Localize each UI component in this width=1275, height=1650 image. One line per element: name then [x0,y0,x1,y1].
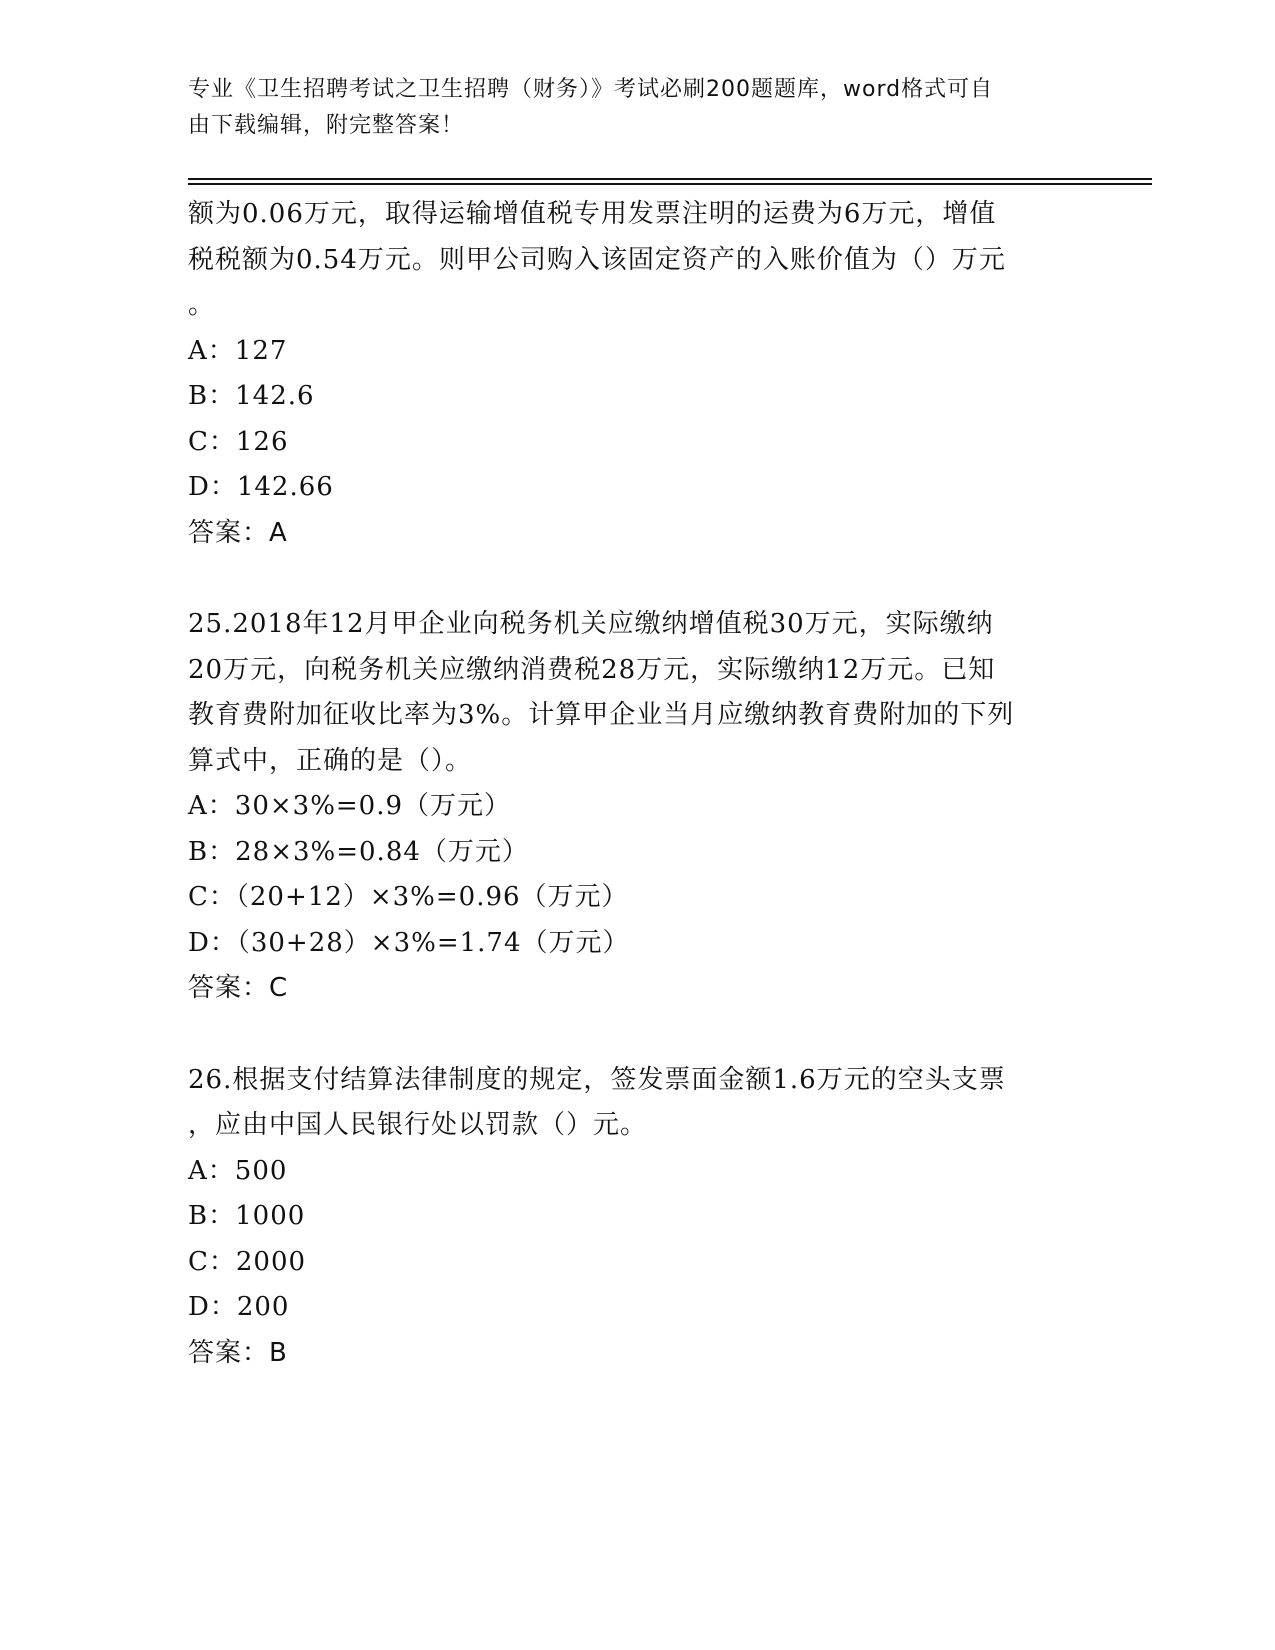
question-24 [188,192,1088,556]
document-header [188,72,1068,144]
option-a: A：127 [188,335,288,366]
answer-line: 答案：A [188,517,288,548]
question-stem-line: 额为0.06万元，取得运输增值税专用发票注明的运费为6万元，增值 [188,199,997,229]
question-spacer [188,1012,1088,1058]
document-body [188,192,1088,1376]
question-stem-line: 26.根据支付结算法律制度的规定，签发票面金额1.6万元的空头支票 [188,1064,1006,1095]
question-stem-line: 税税额为0.54万元。则甲公司购入该固定资产的入账价值为（）万元 [188,244,1006,275]
option-d: D：142.66 [188,472,334,502]
option-c: C：2000 [188,1246,307,1277]
header-line-1: 专业《卫生招聘考试之卫生招聘（财务）》考试必刷200题题库，word格式可自 [188,77,994,102]
question-spacer [188,556,1088,602]
question-stem-line: 25.2018年12月甲企业向税务机关应缴纳增值税30万元，实际缴纳 [188,609,994,639]
question-stem-line: 。 [188,290,216,320]
option-a: A：30×3%=0.9（万元） [188,791,512,821]
answer-line: 答案：C [188,973,289,1003]
option-b: B：142.6 [188,381,315,411]
question-stem-line: 20万元，向税务机关应缴纳消费税28万元，实际缴纳12万元。已知 [188,654,996,685]
header-divider-top [188,178,1152,180]
header-line-2: 由下载编辑，附完整答案！ [188,113,465,138]
header-divider-bottom [188,183,1152,185]
option-d: D：200 [188,1292,290,1322]
option-a: A：500 [188,1155,288,1186]
question-stem-line: ，应由中国人民银行处以罚款（）元。 [188,1110,648,1140]
option-b: B：28×3%=0.84（万元） [188,836,529,867]
option-c: C：126 [188,426,289,457]
option-d: D：（30+28）×3%=1.74（万元） [188,927,630,958]
option-b: B：1000 [188,1201,306,1231]
question-stem-line: 教育费附加征收比率为3%。计算甲企业当月应缴纳教育费附加的下列 [188,700,1015,730]
question-26 [188,1058,1088,1377]
answer-line: 答案：B [188,1337,288,1368]
question-stem-line: 算式中，正确的是（）。 [188,745,473,776]
question-25 [188,602,1088,1012]
option-c: C：（20+12）×3%=0.96（万元） [188,882,629,912]
